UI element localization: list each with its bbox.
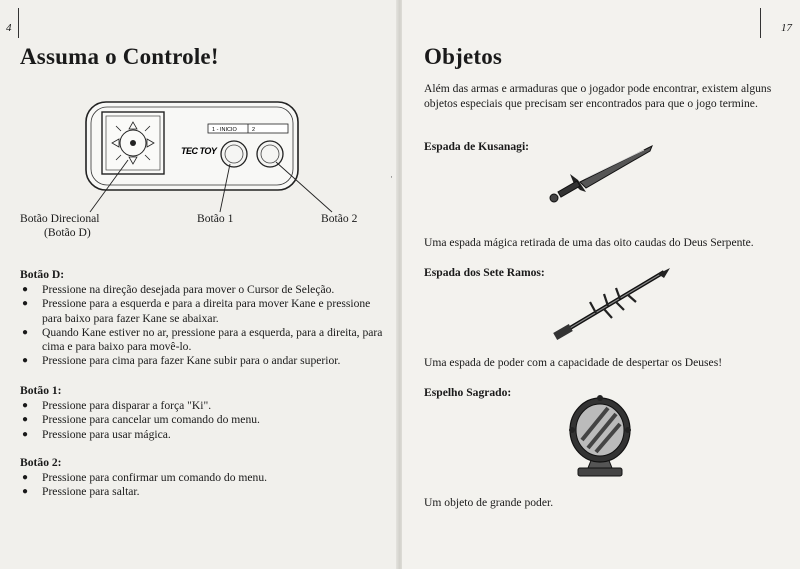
section-heading: Botão D: bbox=[20, 268, 65, 281]
item-name-mirror: Espelho Sagrado: bbox=[424, 386, 512, 399]
page-rule bbox=[760, 8, 761, 38]
dpad-label: Botão Direcional bbox=[20, 212, 100, 225]
page-title: Assuma o Controle! bbox=[20, 44, 219, 69]
list-item: ● Pressione para usar mágica. bbox=[20, 428, 390, 442]
list-item: ● Pressione para cancelar um comando do menu. bbox=[20, 413, 390, 427]
dpad-sub-label: (Botão D) bbox=[44, 226, 91, 239]
item-name-kusanagi: Espada de Kusanagi: bbox=[424, 140, 530, 153]
margin-mark: · bbox=[390, 172, 393, 182]
section-dpad bbox=[20, 268, 390, 368]
section-heading: Botão 1: bbox=[20, 384, 62, 397]
item-description-seven-branch: Uma espada de poder com a capacidade de despertar os Deuses! bbox=[424, 356, 723, 369]
list-item: ● Quando Kane estiver no ar, pressione para a esquerda, para a direita, para cima e para baixo para movê-lo. bbox=[20, 326, 390, 354]
item-name-seven-branch: Espada dos Sete Ramos: bbox=[424, 266, 545, 279]
sacred-mirror-icon bbox=[564, 392, 636, 484]
list-item: ● Pressione para a esquerda e para a direita para mover Kane e pressione para baixo para fazer Kane se abaixar. bbox=[20, 297, 390, 325]
list-item: ● Pressione na direção desejada para mover o Cursor de Seleção. bbox=[20, 283, 390, 297]
dpad-icon bbox=[102, 112, 164, 174]
button2-label: Botão 2 bbox=[321, 212, 358, 225]
button-label-strip-1: 1 - INICIO bbox=[212, 127, 237, 133]
item-description-kusanagi: Uma espada mágica retirada de uma das oito caudas do Deus Serpente. bbox=[424, 236, 754, 249]
page-rule bbox=[18, 8, 19, 38]
brand-logo: TEC TOY bbox=[181, 146, 217, 156]
left-page bbox=[0, 0, 398, 569]
button-label-strip-2: 2 bbox=[252, 127, 256, 133]
section-heading: Botão 2: bbox=[20, 456, 62, 469]
list-item: ● Pressione para saltar. bbox=[20, 485, 390, 499]
seven-branch-sword-icon bbox=[546, 264, 676, 344]
button-2-icon bbox=[257, 141, 283, 167]
section-button-1 bbox=[20, 384, 390, 442]
list-item: ● Pressione para cima para fazer Kane subir para o andar superior. bbox=[20, 354, 390, 368]
list-item: ● Pressione para confirmar um comando do menu. bbox=[20, 471, 390, 485]
controller-illustration bbox=[80, 98, 380, 220]
page-title: Objetos bbox=[424, 44, 503, 69]
intro-paragraph: Além das armas e armaduras que o jogador pode encontrar, existem alguns objetos especiais que precisam ser encontrados para que o jogo termine. bbox=[424, 82, 772, 110]
page-number: 17 bbox=[781, 22, 792, 34]
button1-label: Botão 1 bbox=[197, 212, 234, 225]
page-number: 4 bbox=[6, 22, 12, 34]
list-item: ● Pressione para disparar a força "Ki". bbox=[20, 399, 390, 413]
button-1-icon bbox=[221, 141, 247, 167]
section-button-2 bbox=[20, 456, 390, 500]
kusanagi-sword-icon bbox=[540, 140, 670, 210]
item-description-mirror: Um objeto de grande poder. bbox=[424, 496, 554, 509]
